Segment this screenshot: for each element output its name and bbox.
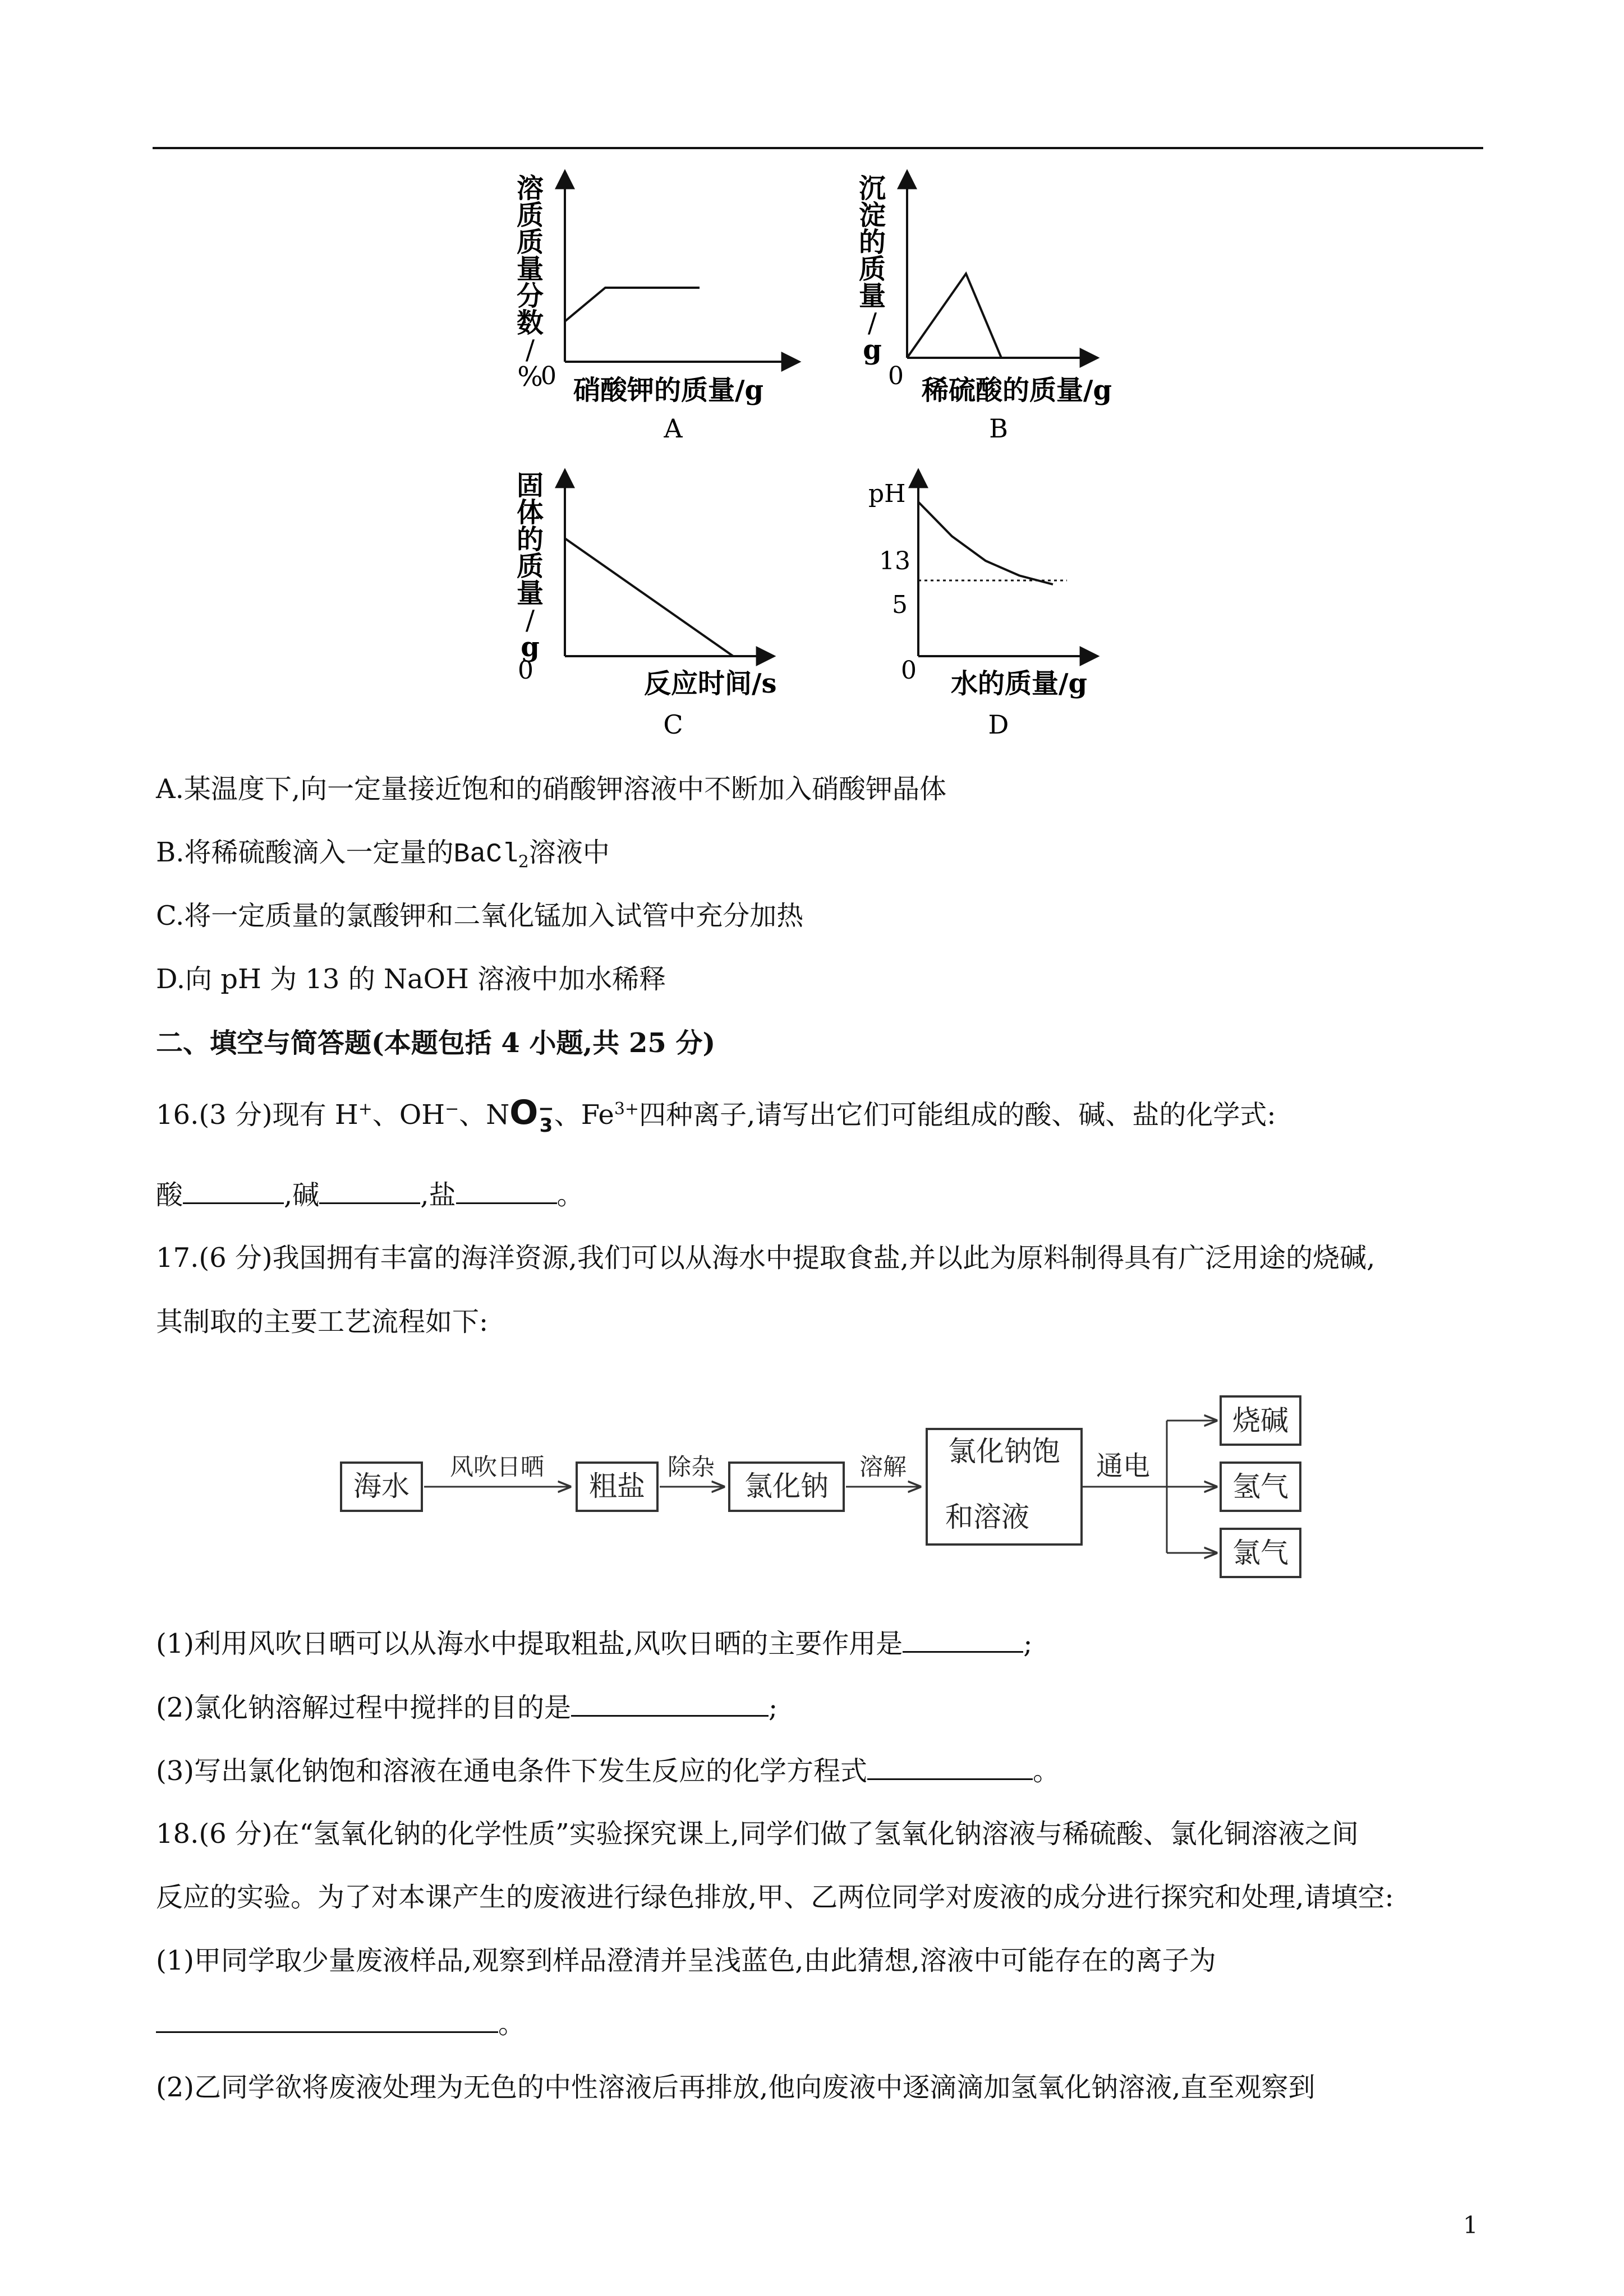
q18-sub1-line — [156, 2007, 525, 2041]
flow-nacl: 氯化钠 — [744, 1470, 829, 1502]
flow-seawater: 海水 — [353, 1470, 410, 1502]
option-b-sub: 2 — [518, 852, 529, 872]
q17-sub3-text: (3)写出氯化钠饱和溶液在通电条件下发生反应的化学方程式 — [156, 1755, 867, 1787]
q16-sup1: + — [358, 1099, 372, 1119]
chart-c-ylabel: 固体的质量/ g — [516, 470, 544, 663]
chart-b-ylabel: 沉淀的质量/ g — [858, 173, 886, 366]
chart-d-ytick-5: 5 — [892, 591, 908, 619]
chart-d — [868, 470, 1098, 740]
q16-ion-sub: 3 — [539, 1114, 553, 1137]
q16-sup3: 3+ — [614, 1099, 640, 1119]
option-c: C.将一定质量的氯酸钾和二氧化锰加入试管中充分加热 — [156, 900, 804, 932]
chart-b-series-line — [907, 274, 1001, 358]
flow-saturated-2: 和溶液 — [945, 1501, 1029, 1533]
q17-sub3-blank[interactable] — [867, 1754, 1033, 1780]
q17-sub3-end: 。 — [1033, 1755, 1060, 1787]
flow-step3: 溶解 — [859, 1453, 907, 1481]
chart-c-xlabel: 反应时间/s — [644, 668, 777, 699]
chart-c-series-line — [565, 538, 733, 656]
q16-base-label: ,碱 — [284, 1179, 320, 1211]
q18-sub1: (1)甲同学取少量废液样品,观察到样品澄清并呈浅蓝色,由此猜想,溶液中可能存在的离子为 — [156, 1945, 1216, 1976]
option-a: A.某温度下,向一定量接近饱和的硝酸钾溶液中不断加入硝酸钾晶体 — [156, 773, 947, 805]
chart-d-xlabel: 水的质量/g — [951, 668, 1088, 699]
chart-a-origin: 0 — [541, 362, 556, 390]
process-flow-diagram — [0, 1368, 1624, 1593]
chart-a-ylabel: 溶质质量分数/ % — [516, 173, 544, 393]
chart-c-origin: 0 — [518, 656, 533, 685]
q17-sub2-end: ; — [769, 1692, 778, 1723]
q16-sep2: 、N — [459, 1099, 510, 1131]
q17-sub2 — [156, 1690, 778, 1725]
q16-acid-label: 酸 — [156, 1179, 183, 1211]
q17-sub1-blank[interactable] — [903, 1626, 1023, 1653]
q16-sup2: − — [445, 1099, 459, 1119]
chart-b-caption: B — [989, 413, 1008, 444]
chart-a-caption: A — [664, 413, 683, 444]
chart-c — [517, 470, 777, 740]
chart-a-xlabel: 硝酸钾的质量/g — [573, 375, 764, 406]
chart-b-origin: 0 — [888, 362, 904, 390]
q16-end: 。 — [556, 1179, 584, 1211]
q17-sub1 — [156, 1626, 1032, 1661]
flow-step4: 通电 — [1096, 1450, 1151, 1482]
option-b-formula: BaCl — [453, 840, 518, 870]
q16-ion-sup: − — [538, 1097, 554, 1120]
q16-sep1: 、OH — [372, 1099, 445, 1131]
chart-b-xlabel: 稀硫酸的质量/g — [922, 375, 1112, 406]
chart-d-ytick-13: 13 — [879, 547, 910, 575]
charts-figure — [0, 0, 1624, 751]
q16-salt-label: ,盐 — [420, 1179, 456, 1211]
q16-ion: O — [509, 1093, 539, 1132]
q16-line1 — [156, 1092, 1276, 1137]
flow-step1: 风吹日晒 — [449, 1453, 545, 1481]
q18-sub1-end: 。 — [498, 2008, 526, 2040]
section-heading: 二、填空与简答题(本题包括 4 小题,共 25 分) — [156, 1027, 716, 1059]
flow-crude-salt: 粗盐 — [589, 1470, 645, 1502]
chart-d-ylabel: pH — [868, 480, 906, 508]
chart-c-caption: C — [663, 709, 683, 740]
q16-post: 四种离子,请写出它们可能组成的酸、碱、盐的化学式: — [639, 1099, 1276, 1131]
q17-sub2-text: (2)氯化钠溶解过程中搅拌的目的是 — [156, 1692, 571, 1723]
option-b-post: 溶液中 — [528, 837, 610, 868]
flow-product2: 氢气 — [1232, 1470, 1289, 1503]
q16-salt-blank[interactable] — [456, 1178, 557, 1204]
flow-saturated-1: 氯化钠饱 — [948, 1435, 1060, 1468]
q17-sub1-end: ; — [1023, 1628, 1033, 1659]
page-number: 1 — [1463, 2211, 1478, 2239]
flow-product3: 氯气 — [1232, 1537, 1289, 1569]
q17-line1: 17.(6 分)我国拥有丰富的海洋资源,我们可以从海水中提取食盐,并以此为原料制得具有广泛用途的烧碱, — [156, 1242, 1375, 1274]
flow-product1: 烧碱 — [1232, 1404, 1289, 1437]
q17-sub1-text: (1)利用风吹日晒可以从海水中提取粗盐,风吹日晒的主要作用是 — [156, 1628, 903, 1659]
q18-line1: 18.(6 分)在“氢氧化钠的化学性质”实验探究课上,同学们做了氢氧化钠溶液与稀硫酸、氯化铜溶液之间 — [156, 1818, 1359, 1850]
q17-line2: 其制取的主要工艺流程如下: — [156, 1306, 489, 1338]
q17-sub3 — [156, 1754, 1060, 1788]
q16-base-blank[interactable] — [319, 1178, 420, 1204]
q17-sub2-blank[interactable] — [571, 1690, 769, 1717]
option-d: D.向 pH 为 13 的 NaOH 溶液中加水稀释 — [156, 963, 666, 995]
q16-pre: 16.(3 分)现有 H — [156, 1099, 358, 1131]
q18-sub2: (2)乙同学欲将废液处理为无色的中性溶液后再排放,他向废液中逐滴滴加氢氧化钠溶液,直至观察到 — [156, 2072, 1315, 2103]
flow-step2: 除杂 — [667, 1453, 715, 1481]
chart-d-series-line — [918, 502, 1053, 584]
chart-b — [859, 171, 1112, 444]
option-b — [156, 836, 610, 879]
q18-sub1-blank[interactable] — [156, 2007, 498, 2033]
option-b-pre: B.将稀硫酸滴入一定量的 — [156, 837, 454, 868]
q16-line2 — [156, 1178, 584, 1212]
q16-acid-blank[interactable] — [183, 1178, 284, 1204]
chart-a — [517, 171, 799, 444]
q16-sep3: 、Fe — [554, 1099, 614, 1131]
chart-a-series-line — [565, 288, 700, 321]
chart-d-origin: 0 — [901, 656, 917, 685]
chart-d-caption: D — [988, 709, 1009, 740]
q18-line2: 反应的实验。为了对本课产生的废液进行绿色排放,甲、乙两位同学对废液的成分进行探究和处理,请填空: — [156, 1882, 1394, 1913]
